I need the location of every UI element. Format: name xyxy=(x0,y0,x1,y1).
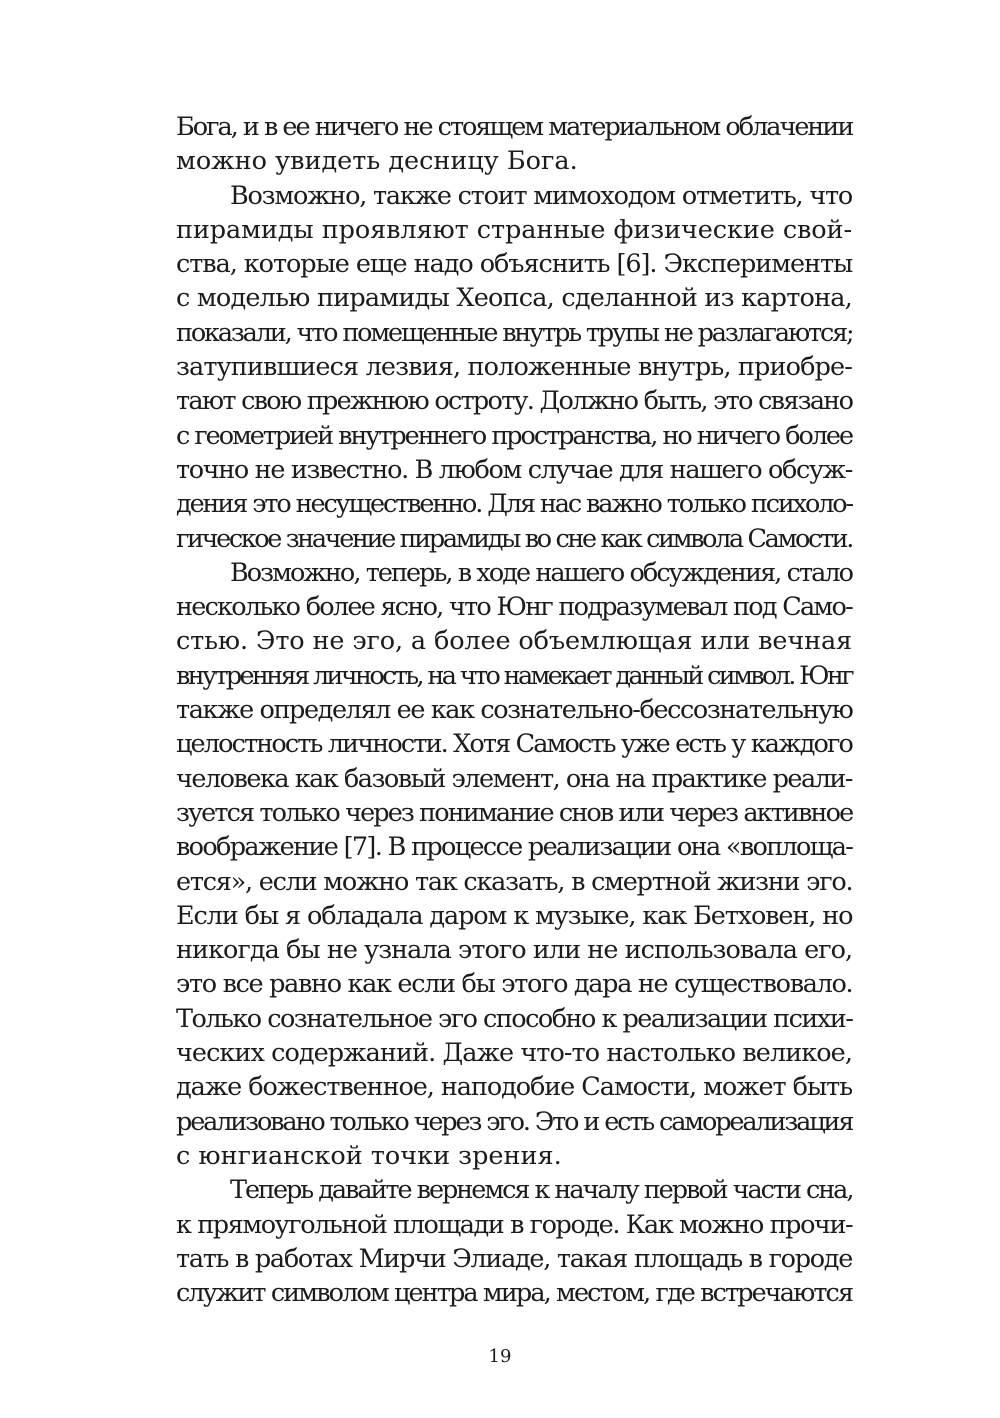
text-line: целостность личности. Хотя Самость уже есть у каждого xyxy=(176,729,852,760)
body-text xyxy=(176,110,852,1310)
page-number: 19 xyxy=(488,1346,512,1367)
text-line: Теперь давайте вернемся к началу первой части сна, xyxy=(230,1175,853,1206)
text-line: служит символом центра мира, местом, где встречаются xyxy=(176,1278,853,1309)
text-line: затупившиеся лезвия, положенные внутрь, приобре- xyxy=(176,352,852,383)
text-line: также определял ее как сознательно-бессознательную xyxy=(176,695,853,726)
text-line: ческих содержаний. Даже что-то настолько великое, xyxy=(176,1038,852,1069)
text-line: стью. Это не эго, а более объемлющая или вечная xyxy=(176,626,852,657)
text-line: человека как базовый элемент, она на практике реали- xyxy=(176,763,852,794)
text-line: зуется только через понимание снов или через активное xyxy=(176,797,853,828)
text-line: никогда бы не узнала этого или не использовала его, xyxy=(176,935,853,966)
text-line: ется», если можно так сказать, в смертной жизни эго. xyxy=(176,866,853,897)
text-line: гическое значение пирамиды во сне как символа Самости. xyxy=(176,523,852,554)
text-line: дения это несущественно. Для нас важно только психоло- xyxy=(176,489,852,520)
text-line: можно увидеть десницу Бога. xyxy=(176,146,578,177)
text-line: пирамиды проявляют странные физические свой- xyxy=(176,214,852,245)
text-line: с геометрией внутреннего пространства, но ничего более xyxy=(176,420,852,451)
text-line: с юнгианской точки зрения. xyxy=(176,1140,562,1171)
text-line: ства, которые еще надо объяснить [6]. Эксперименты xyxy=(176,249,853,280)
text-line: тать в работах Мирчи Элиаде, такая площадь в городе xyxy=(176,1243,852,1274)
text-line: с моделью пирамиды Хеопса, сделанной из картона, xyxy=(176,283,852,314)
text-line: тают свою прежнюю остроту. Должно быть, это связано xyxy=(176,386,853,417)
text-line: Бога, и в ее ничего не стоящем материальном облачении xyxy=(176,112,853,142)
text-line: даже божественное, наподобие Самости, может быть xyxy=(176,1072,852,1103)
text-line: это все равно как если бы этого дара не существовало. xyxy=(176,969,853,1000)
text-line: точно не известно. В любом случае для нашего обсуж- xyxy=(176,454,852,485)
text-line: воображение [7]. В процессе реализации она «воплоща- xyxy=(176,832,853,863)
text-line: Возможно, также стоит мимоходом отметить, что xyxy=(230,180,852,211)
text-line: Если бы я обладала даром к музыке, как Бетховен, но xyxy=(176,900,853,931)
text-line: несколько более ясно, что Юнг подразумевал под Само- xyxy=(176,592,852,623)
text-line: Только сознательное эго способно к реализации психи- xyxy=(176,1003,853,1034)
text-line: к прямоугольной площади в городе. Как можно прочи- xyxy=(176,1209,853,1240)
text-line: показали, что помещенные внутрь трупы не разлагаются; xyxy=(176,317,853,348)
text-line: реализовано только через эго. Это и есть самореализация xyxy=(176,1106,853,1137)
text-line: Возможно, теперь, в ходе нашего обсуждения, стало xyxy=(230,557,852,588)
text-line: внутренняя личность, на что намекает данный символ. Юнг xyxy=(176,660,852,691)
